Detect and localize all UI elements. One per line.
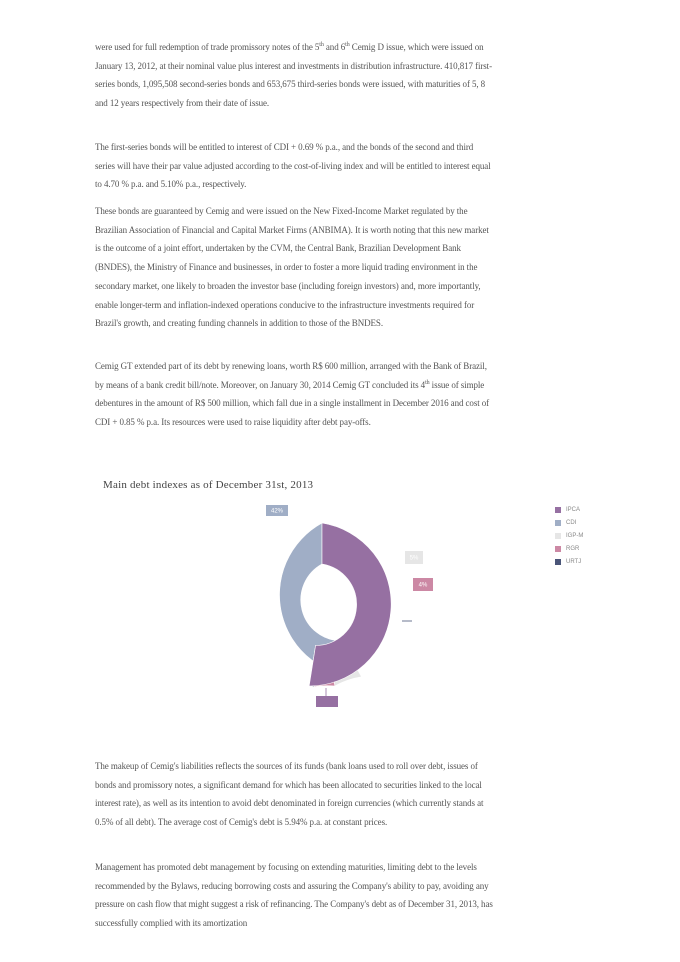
legend-label: CDI <box>566 519 577 526</box>
legend-swatch <box>555 546 561 552</box>
chart-title: Main debt indexes as of December 31st, 2013 <box>103 479 314 491</box>
data-label-rgr <box>413 578 433 591</box>
paragraph-1-sup-b: th <box>345 42 350 48</box>
paragraph-1-part-c: Cemig D issue, which were issued on January 13, 2012, at their nominal value plus interest and investments in distribution infrastructure. 410,817 first-series bonds, 1,095,508 second-series bonds and 653,675 third-series bonds were issued, with maturities of 5, 8 and 12 years respectively from their date of issue. <box>95 42 492 109</box>
paragraph-4-part-a: Cemig GT extended part of its debt by renewing loans, worth R$ 600 million, arranged with the Bank of Brazil, by means of a bank credit bill/note. Moreover, on January 30, 2014 Cemig GT concluded its 4 <box>95 361 487 390</box>
chart-legend <box>555 503 583 568</box>
legend-item-igp-m <box>555 529 583 542</box>
legend-label: RGR <box>566 545 580 552</box>
paragraph-5: The makeup of Cemig's liabilities reflects the sources of its funds (bank loans used to roll over debt, issues of bonds and promissory notes, a significant demand for which has been allocated to securities linked to the local interest rate), as well as its intention to avoid debt denominated in foreign currencies (which currently stands at 0.5% of all debt). The average cost of Cemig's debt is 5.94% p.a. at constant prices. <box>95 761 484 828</box>
legend-swatch <box>555 559 561 565</box>
legend-item-cdi <box>555 516 583 529</box>
ipca-label-box <box>316 696 338 707</box>
data-label-text: 4% <box>418 582 428 589</box>
paragraph-1-sup-a: th <box>319 42 324 48</box>
legend-swatch <box>555 533 561 539</box>
legend-label: URTJ <box>566 558 582 565</box>
paragraph-1-part-a: were used for full redemption of trade promissory notes of the 5 <box>95 42 320 52</box>
legend-label: IGP-M <box>566 532 584 539</box>
data-label-text: 5% <box>409 555 419 562</box>
legend-item-urtj <box>555 555 583 568</box>
data-label-text: 42% <box>270 508 284 515</box>
paragraph-2: The first-series bonds will be entitled to interest of CDI + 0.69 % p.a., and the bonds of the second and third series will have their par value adjusted according to the cost-of-living index and will be entitled to interest equal to 4.70 % p.a. and 5.10% p.a., respectively. <box>95 142 491 190</box>
data-label-cdi <box>266 505 288 516</box>
paragraph-3: These bonds are guaranteed by Cemig and were issued on the New Fixed-Income Market regulated by the Brazilian Association of Financial and Capital Market Firms (ANBIMA). It is worth noting that this new market is the outcome of a joint effort, undertaken by the CVM, the Central Bank, Brazilian Development Bank (BNDES), the Ministry of Finance and businesses, in order to foster a more liquid trading environment in the secondary market, one likely to broaden the investor base (including foreign investors) and, more importantly, enable longer-term and inflation-indexed operations conducive to the infrastructure investments required for Brazil's growth, and creating funding channels in addition to those of the BNDES. <box>95 206 489 329</box>
paragraph-4-sup: th <box>425 379 430 386</box>
data-label-igp-m <box>405 551 423 564</box>
legend-swatch <box>555 520 561 526</box>
paragraph-4-part-b: issue of simple debentures in the amount of R$ 500 million, which fall due in a single installment in December 2016 and cost of CDI + 0.85 % p.a. Its resources were used to raise liquidity after debt pay-offs. <box>95 379 490 428</box>
legend-item-rgr <box>555 542 583 555</box>
legend-swatch <box>555 507 561 513</box>
paragraph-6: Management has promoted debt management by focusing on extending maturities, limiting debt to the levels recommended by the Bylaws, reducing borrowing costs and assuring the Company's ability to pay, avoiding any pressure on cash flow that might suggest a risk of refinancing. The Company's debt as of December 31, 2013, has successfully complied with its amortization <box>95 862 493 929</box>
legend-label: IPCA <box>566 506 581 513</box>
paragraph-1-part-b: and 6 <box>323 42 346 52</box>
legend-item-ipca <box>555 503 583 516</box>
